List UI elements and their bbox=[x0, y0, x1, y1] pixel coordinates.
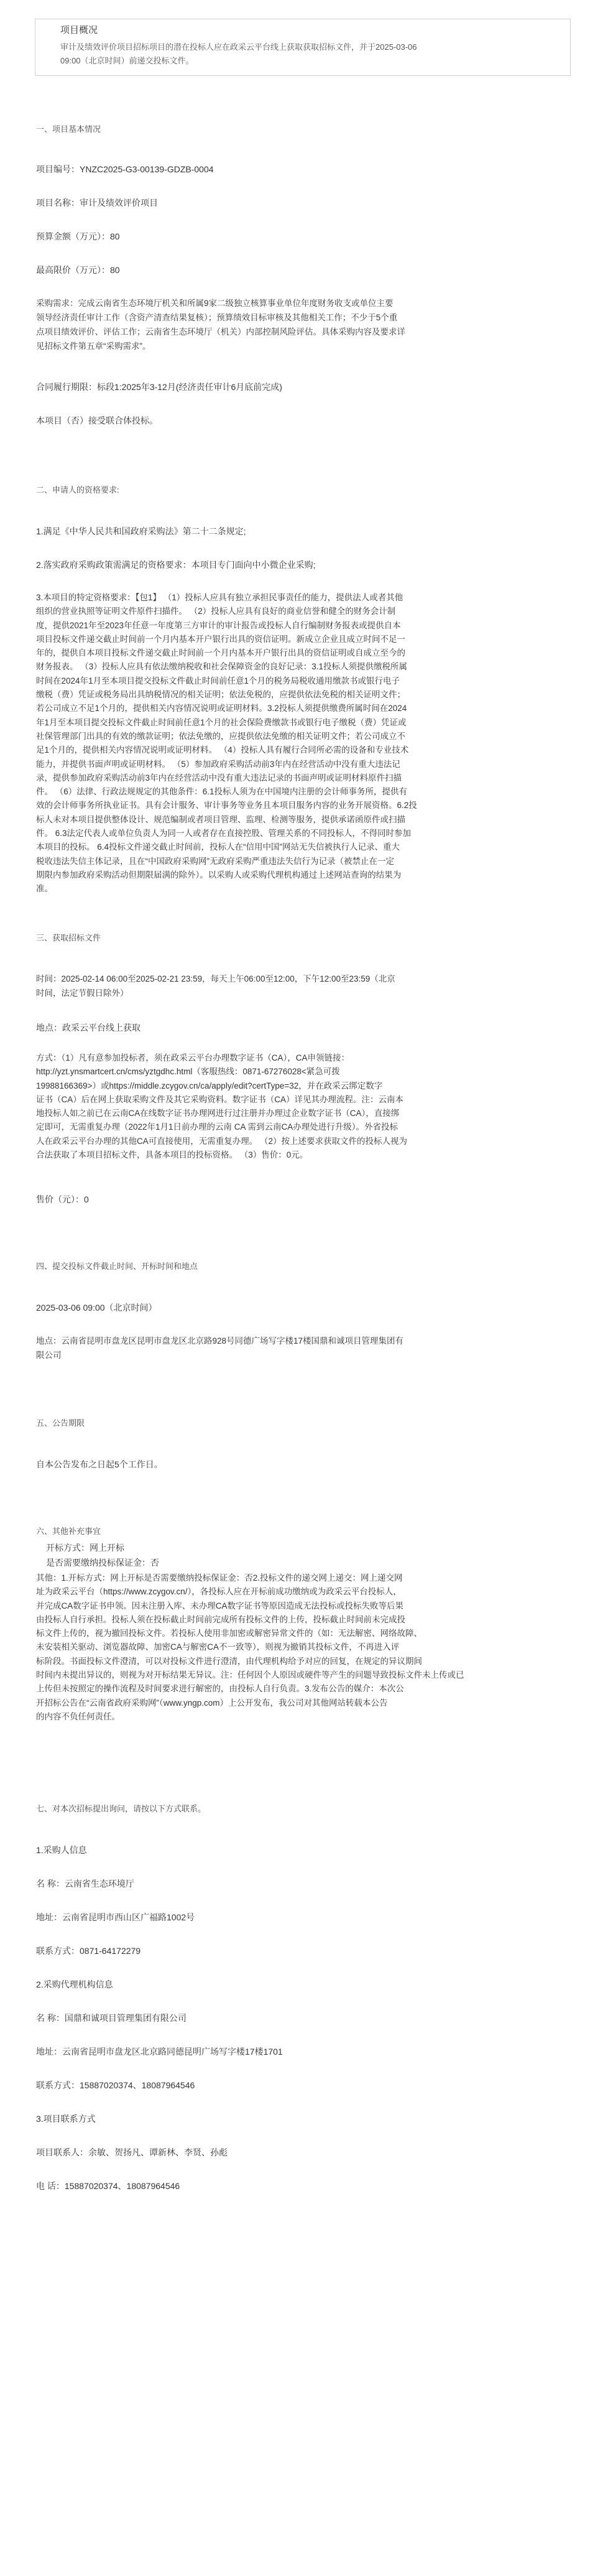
req3-line: 若公司成立不足1个月的，提供相关内容情况说明或证明材料。3.2投标人须提供缴费所属时间在2024 bbox=[36, 704, 407, 714]
req3-line: 年1月至本项目提交投标文件截止时间前任意1个月的社会保险费缴款书或银行电子缴税（费）凭证或 bbox=[36, 717, 407, 727]
buyer-info-title: 1.采购人信息 bbox=[36, 1845, 87, 1855]
req3-line: 3.本项目的特定资格要求：【包1】 （1）投标人应具有独立承担民事责任的能力，提供法人或者其他 bbox=[36, 593, 403, 602]
req3-line: 件。 6.3法定代表人或单位负责人为同一人或者存在直接控股、管理关系的不同投标人，不得同时参加 bbox=[36, 829, 412, 839]
section-3-heading: 三、获取招标文件 bbox=[36, 933, 101, 942]
method-line: 证书（CA）后在网上获取采购文件及其它采购资料。数字证书（CA）详见其办理流程。注：云南本 bbox=[36, 1094, 404, 1104]
other-line: 上传但未按照定的操作流程及时间要求进行解密的，由投标人自行负责。3.发布公告的媒介：本次公 bbox=[36, 1684, 404, 1694]
req3-line: 足1个月的，提供相关内容情况说明或证明材料。 （4）投标人具有履行合同所必需的设备和专业技术 bbox=[36, 745, 409, 755]
contact-people: 项目联系人：余敏、贺扬凡、谭新林、李贤、孙彪 bbox=[36, 2147, 228, 2157]
time-line-2: 时间，法定节假日除外） bbox=[36, 988, 129, 998]
time-line-1: 时间：2025-02-14 06:00至2025-02-21 23:59，每天上午06:00至12:00，下午12:00至23:59（北京 bbox=[36, 974, 395, 983]
method-line: 合法获取了本项目招标文件，具备本项目的投标资格。 （3）售价：0元。 bbox=[36, 1150, 308, 1160]
buyer-phone: 联系方式：0871-64172279 bbox=[36, 1946, 141, 1956]
other-line: 未安装相关驱动、浏览器故障、加密CA与解密CA不一致等），则视为撤销其投标文件，不再进入评 bbox=[36, 1642, 400, 1652]
agency-phone: 联系方式：15887020374、18087964546 bbox=[36, 2080, 195, 2090]
req3-line: 时间在2024年1月至本项目提交投标文件截止时间前任意1个月的税务局税收通用缴款书或银行电子 bbox=[36, 676, 400, 686]
buyer-name: 名 称：云南省生态环境厅 bbox=[36, 1879, 134, 1889]
opening-place-line-2: 限公司 bbox=[36, 1351, 62, 1360]
req3-line: 效的会计师事务所执业证书。具有会计服务、审计事务等业务且本项目服务内容的业务开展资格。6.2投 bbox=[36, 801, 417, 811]
max-price: 最高限价（万元）：80 bbox=[36, 265, 120, 275]
project-number: 项目编号：YNZC2025-G3-00139-GDZB-0004 bbox=[36, 164, 214, 174]
method-line: 定即可，无需重复办理（2022年1月1日前办理的云南 CA 需到云南CA办理处进行升级）。外省投标 bbox=[36, 1122, 398, 1132]
method-line: http://yzt.ynsmartcert.cn/cms/yztgdhc.html（客服热线：0871-67276028<紧急可拨 bbox=[36, 1067, 340, 1077]
other-line: 标文件上传的，视为撤回投标文件。若投标人使用非加密或解密异常文件的（如：无法解密、网络故障、 bbox=[36, 1629, 422, 1639]
sale-price: 售价（元）：0 bbox=[36, 1194, 89, 1204]
agency-address: 地址：云南省昆明市盘龙区北京路同德昆明广场写字楼17楼1701 bbox=[36, 2047, 283, 2057]
section-7-heading: 七、对本次招标提出询问，请按以下方式联系。 bbox=[36, 1804, 206, 1813]
project-overview-box bbox=[35, 19, 571, 76]
acquisition-time bbox=[36, 972, 571, 1000]
req3-line: 度，提供2021年至2023年任意一年度第三方审计的审计报告或投标人自行编制财务报表或提供自本 bbox=[36, 620, 401, 630]
requirement-2: 2.落实政府采购政策需满足的资格要求：本项目专门面向中小微企业采购; bbox=[36, 560, 316, 570]
req3-line: 年的，提供自本项目投标文件递交截止时间前一个月内基本开户银行出具的资信证明或自成立至今的 bbox=[36, 648, 405, 658]
deposit-required: 是否需要缴纳投标保证金：否 bbox=[46, 1558, 159, 1568]
requirement-1: 1.满足《中华人民共和国政府采购法》第二十二条规定; bbox=[36, 526, 246, 536]
overview-title: 项目概况 bbox=[60, 25, 98, 35]
budget-amount: 预算金额（万元）：80 bbox=[36, 231, 120, 241]
req3-line: 标人未对本项目提供整体设计、规范编制或者项目管理、监理、检测等服务，提供承诺函原件或扫描 bbox=[36, 814, 405, 824]
req3-line: 录，提供参加政府采购活动前3年内在经营活动中没有重大违法记录的书面声明或证明材料原件扫描 bbox=[36, 773, 402, 783]
other-supplementary bbox=[36, 1571, 571, 1724]
section-1-heading: 一、项目基本情况 bbox=[36, 124, 101, 134]
demand-line-3: 点项目绩效评价、评估工作；云南省生态环境厅（机关）内部控制风险评估。具体采购内容及要求详 bbox=[36, 327, 405, 337]
section-5-heading: 五、公告期限 bbox=[36, 1418, 85, 1428]
other-line: 并完成CA数字证书申领。因未注册入库、未办理CA数字证书等原因造成无法投标或投标失败等后果 bbox=[36, 1601, 404, 1611]
buyer-address: 地址：云南省昆明市西山区广福路1002号 bbox=[36, 1912, 195, 1922]
section-4-heading: 四、提交投标文件截止时间、开标时间和地点 bbox=[36, 1262, 198, 1271]
other-line: 标阶段。书面投标文件澄清，可以对投标文件进行澄清，由代理机构给予对应的回复，在规定的异议期间 bbox=[36, 1656, 422, 1666]
method-line: 19988166369>）或https://middle.zcygov.cn/ca/apply/edit?certType=32，并在政采云绑定数字 bbox=[36, 1081, 383, 1090]
req3-line: 社保管理部门出具的有效的缴款证明；依法免缴的，应提供依法免缴的相关证明文件；若公司成立不 bbox=[36, 731, 405, 741]
demand-line-4: 见招标文件第五章“采购需求”。 bbox=[36, 342, 151, 351]
method-line: 人在政采云平台办理的其他CA可直接使用，无需重复办理。 （2）按上述要求获取文件的投标人视为 bbox=[36, 1136, 408, 1146]
contract-period: 合同履行期限：标段1:2025年3-12月(经济责任审计6月底前完成) bbox=[36, 382, 282, 392]
req3-line: 准。 bbox=[36, 884, 53, 894]
overview-line-2: 09:00（北京时间）前递交投标文件。 bbox=[60, 56, 194, 65]
other-line: 开招标公告在“云南省政府采购网”（www.yngp.com）上公开发布，我公司对其他网站转载本公告 bbox=[36, 1698, 388, 1708]
overview-line-1: 审计及绩效评价项目招标项目的潜在投标人应在政采云平台线上获取获取招标文件，并于2025-03-06 bbox=[60, 42, 417, 52]
other-line: 址为政采云平台（https://www.zcygov.cn/），各投标人应在开标前成功缴纳或为政采云平台投标人， bbox=[36, 1587, 402, 1597]
agency-name: 名 称：国鼎和诚项目管理集团有限公司 bbox=[36, 2013, 187, 2023]
opening-method: 开标方式：网上开标 bbox=[46, 1543, 124, 1553]
req3-line: 项目投标文件递交截止时间前一个月内基本开户银行出具的资信证明。新成立企业且成立时间不足一 bbox=[36, 634, 405, 644]
other-line: 的内容不负任何责任。 bbox=[36, 1711, 120, 1721]
req3-line: 能力，并提供书面声明或证明材料。 （5）参加政府采购活动前3年内在经营活动中没有重大违法记 bbox=[36, 759, 400, 769]
req3-line: 财务报表。 （3）投标人应具有依法缴纳税收和社会保障资金的良好记录：3.1投标人须提供缴税所属 bbox=[36, 662, 408, 672]
method-line: 方式：（1）凡有意参加投标者，须在政采云平台办理数字证书（CA），CA申领链接： bbox=[36, 1053, 350, 1062]
req3-line: 税收违法失信主体记录，且在“中国政府采购网”无政府采购严重违法失信行为记录（被禁止在一定 bbox=[36, 856, 394, 866]
acquisition-method bbox=[36, 1051, 571, 1162]
req3-line: 组织的营业执照等证明文件原件扫描件。 （2）投标人应具有良好的商业信誉和健全的财务会计制 bbox=[36, 607, 396, 616]
req3-line: 期限内参加政府采购活动但期限届满的除外）。以采购人或采购代理机构通过上述网站查询的结果为 bbox=[36, 870, 402, 880]
submission-deadline: 2025-03-06 09:00（北京时间） bbox=[36, 1303, 157, 1313]
req3-line: 件。 （6）法律、行政法规规定的其他条件：6.1投标人须为在中国境内注册的会计师事务所，提供有 bbox=[36, 787, 408, 797]
section-2-heading: 二、申请人的资格要求: bbox=[36, 485, 119, 495]
other-line: 时间内未提出异议的，则视为对开标结果无异议。注：任何因个人原因或硬件等产生的问题导致投标文件未上传或已 bbox=[36, 1670, 464, 1680]
req3-line: 缴税（费）凭证或税务局出具纳税情况的相关证明；依法免税的，应提供依法免税的相关证明文件； bbox=[36, 690, 405, 700]
acquisition-place: 地点：政采云平台线上获取 bbox=[36, 1023, 140, 1033]
other-line: 其他：1.开标方式：网上开标是否需要缴纳投标保证金：否2.投标文件的递交网上递交：网上递交网 bbox=[36, 1573, 403, 1583]
announcement-period: 自本公告发布之日起5个工作日。 bbox=[36, 1459, 163, 1469]
agency-info-title: 2.采购代理机构信息 bbox=[36, 1979, 113, 1989]
demand-line-1: 采购需求：完成云南省生态环境厅机关和所属9家二级独立核算事业单位年度财务收支或单位主要 bbox=[36, 299, 394, 308]
procurement-demand bbox=[36, 296, 571, 353]
contact-info-title: 3.项目联系方式 bbox=[36, 2114, 96, 2124]
contact-phone: 电 话：15887020374、18087964546 bbox=[36, 2181, 180, 2191]
req3-line: 本项目的投标。 6.4投标文件递交截止时间前，投标人在“信用中国”网站无失信被执行人记录、重大 bbox=[36, 842, 400, 852]
requirement-3 bbox=[36, 591, 571, 896]
other-line: 由投标人自行承担。投标人须在投标截止时间前完成所有投标文件的上传，投标截止时间前未完成投 bbox=[36, 1614, 405, 1624]
project-name: 项目名称：审计及绩效评价项目 bbox=[36, 198, 158, 208]
section-6-heading: 六、其他补充事宜 bbox=[36, 1527, 101, 1536]
demand-line-2: 领导经济责任审计工作（含资产清查结果复核）；预算绩效目标审核及其他相关工作；不少于5个重 bbox=[36, 313, 398, 322]
consortium-statement: 本项目（否）接受联合体投标。 bbox=[36, 416, 158, 425]
opening-place-line-1: 地点：云南省昆明市盘龙区昆明市盘龙区北京路928号同德广场写字楼17楼国鼎和诚项目管理集团有 bbox=[36, 1336, 404, 1346]
opening-place bbox=[36, 1334, 571, 1362]
method-line: 地投标人如之前已在云南CA在线数字证书办理网进行过注册并办理过企业数字证书（CA），直接绑 bbox=[36, 1109, 400, 1118]
